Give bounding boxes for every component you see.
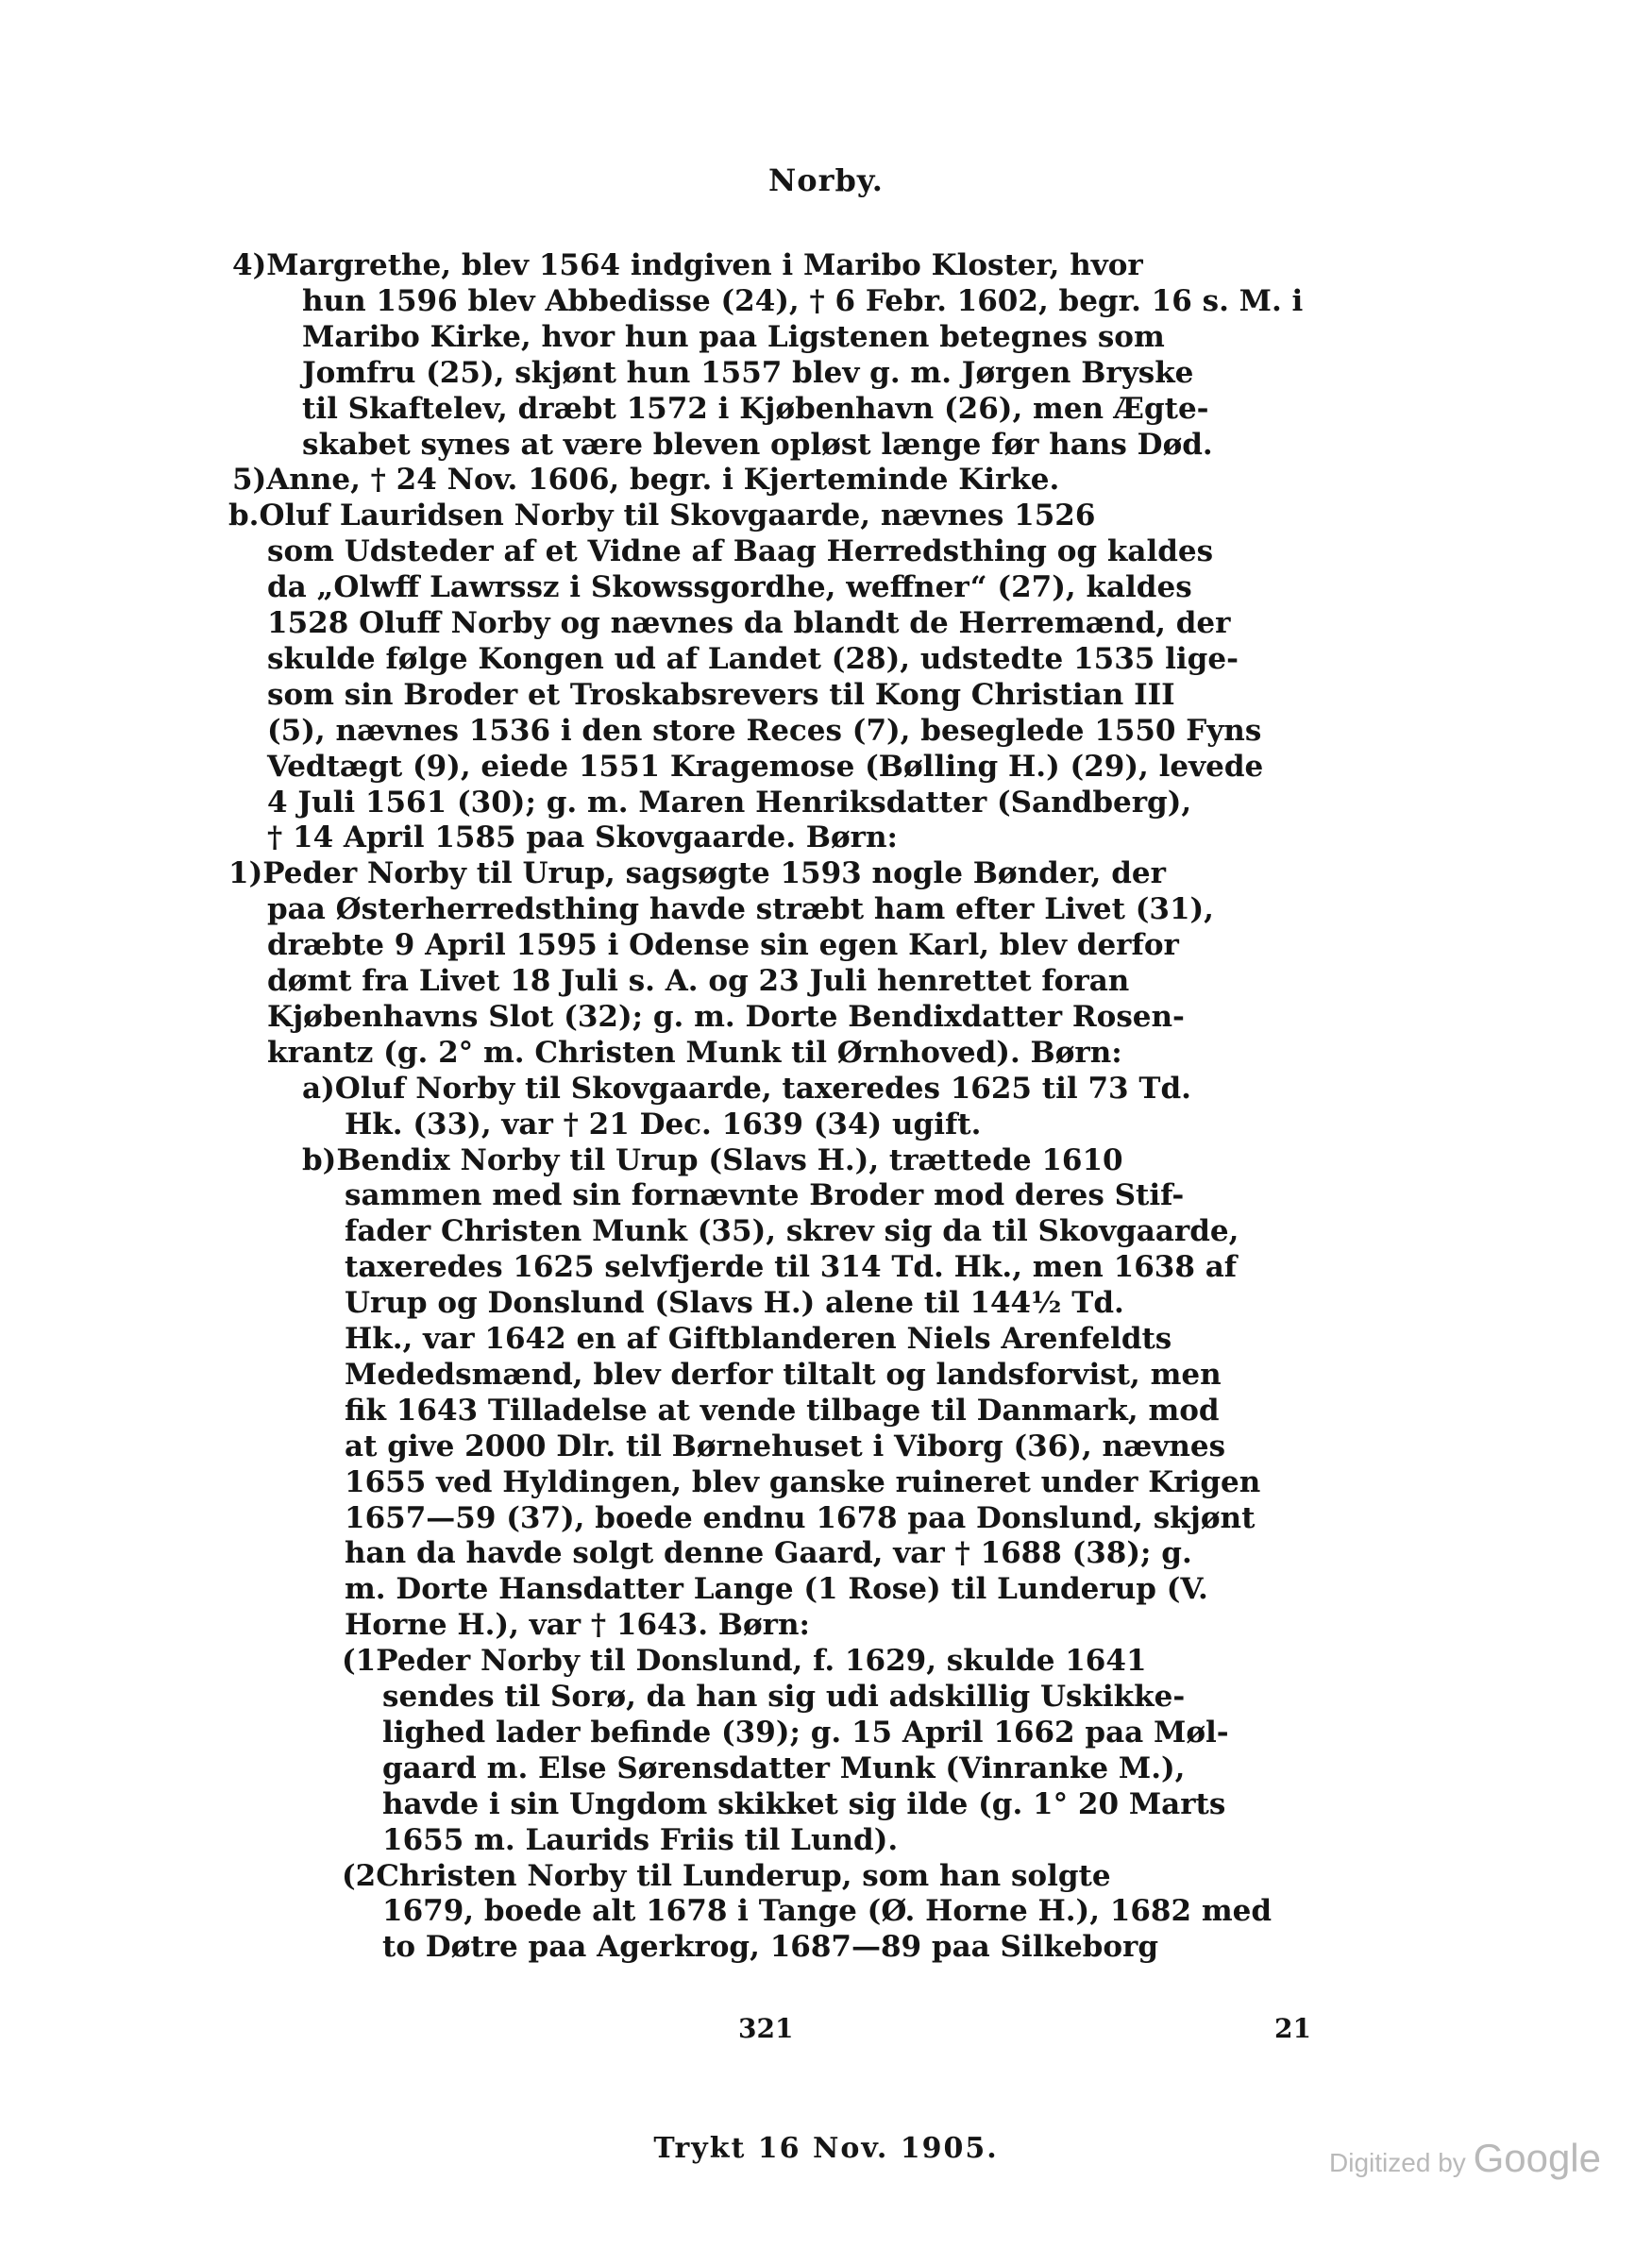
text-line: a)Oluf Norby til Skovgaarde, taxeredes 1625 til 73 Td. <box>302 1072 1191 1106</box>
text-line: Horne H.), var † 1643. Børn: <box>345 1608 810 1642</box>
text-line: han da havde solgt denne Gaard, var † 1688 (38); g. <box>345 1536 1192 1570</box>
text-line: fader Christen Munk (35), skrev sig da til Skovgaarde, <box>345 1214 1239 1248</box>
digitized-by-google-watermark <box>1329 2136 1601 2181</box>
text-line: 1679, boede alt 1678 i Tange (Ø. Horne H.), 1682 med <box>382 1894 1273 1928</box>
text-line: dømt fra Livet 18 Juli s. A. og 23 Juli henrettet foran <box>267 964 1130 998</box>
text-line: (1Peder Norby til Donslund, f. 1629, skulde 1641 <box>342 1644 1147 1678</box>
text-line: skabet synes at være bleven opløst længe før hans Død. <box>302 428 1213 462</box>
text-line: Hk. (33), var † 21 Dec. 1639 (34) ugift. <box>345 1108 982 1141</box>
text-line: sendes til Sorø, da han sig udi adskillig Uskikke- <box>382 1680 1186 1714</box>
text-line: Mededsmænd, blev derfor tiltalt og landsforvist, men <box>345 1358 1222 1392</box>
text-line: b.Oluf Lauridsen Norby til Skovgaarde, nævnes 1526 <box>228 499 1096 533</box>
text-line: krantz (g. 2° m. Christen Munk til Ørnhoved). Børn: <box>267 1036 1122 1070</box>
text-line: skulde følge Kongen ud af Landet (28), udstedte 1535 lige- <box>267 642 1239 676</box>
text-line: gaard m. Else Sørensdatter Munk (Vinranke M.), <box>382 1751 1186 1785</box>
text-line: at give 2000 Dlr. til Børnehuset i Viborg (36), nævnes <box>345 1429 1226 1463</box>
text-line: 1655 m. Laurids Friis til Lund). <box>382 1823 899 1857</box>
text-line: m. Dorte Hansdatter Lange (1 Rose) til Lunderup (V. <box>345 1572 1208 1606</box>
text-line: havde i sin Ungdom skikket sig ilde (g. 1° 20 Marts <box>382 1787 1226 1821</box>
text-line: fik 1643 Tilladelse at vende tilbage til Danmark, mod <box>345 1394 1220 1428</box>
page-number: 321 <box>738 2013 794 2044</box>
running-head: Norby. <box>768 162 884 198</box>
watermark-text: Digitized by <box>1329 2148 1466 2177</box>
text-line: dræbte 9 April 1595 i Odense sin egen Karl, blev derfor <box>267 928 1179 962</box>
text-line: 1655 ved Hyldingen, blev ganske ruineret under Krigen <box>345 1465 1261 1499</box>
text-line: paa Østerherredsthing havde stræbt ham efter Livet (31), <box>267 892 1214 926</box>
text-line: lighed lader befinde (39); g. 15 April 1662 paa Møl- <box>382 1716 1229 1750</box>
text-line: 5)Anne, † 24 Nov. 1606, begr. i Kjerteminde Kirke. <box>232 463 1060 497</box>
text-line: som sin Broder et Troskabsrevers til Kong Christian III <box>267 678 1175 712</box>
text-line: 1528 Oluff Norby og nævnes da blandt de Herremænd, der <box>267 606 1231 640</box>
text-line: 1)Peder Norby til Urup, sagsøgte 1593 nogle Bønder, der <box>228 856 1166 890</box>
text-line: (5), nævnes 1536 i den store Reces (7), beseglede 1550 Fyns <box>267 714 1262 748</box>
text-line: taxeredes 1625 selvfjerde til 314 Td. Hk., men 1638 af <box>345 1250 1238 1284</box>
text-line: to Døtre paa Agerkrog, 1687—89 paa Silkeborg <box>382 1930 1159 1964</box>
print-date: Trykt 16 Nov. 1905. <box>653 2132 999 2165</box>
text-line: b)Bendix Norby til Urup (Slavs H.), trættede 1610 <box>302 1143 1123 1177</box>
text-line: hun 1596 blev Abbedisse (24), † 6 Febr. 1602, begr. 16 s. M. i <box>302 284 1304 318</box>
text-line: Maribo Kirke, hvor hun paa Ligstenen betegnes som <box>302 320 1165 354</box>
text-line: Urup og Donslund (Slavs H.) alene til 144½ Td. <box>345 1286 1124 1320</box>
text-line: 4 Juli 1561 (30); g. m. Maren Henriksdatter (Sandberg), <box>267 786 1192 820</box>
text-line: 1657—59 (37), boede endnu 1678 paa Donslund, skjønt <box>345 1501 1256 1535</box>
text-line: Vedtægt (9), eiede 1551 Kragemose (Bølling H.) (29), levede <box>267 750 1264 784</box>
text-line: da „Olwff Lawrssz i Skowssgordhe, weffner“ (27), kaldes <box>267 570 1192 604</box>
text-line: Jomfru (25), skjønt hun 1557 blev g. m. Jørgen Bryske <box>302 356 1194 390</box>
text-line: Kjøbenhavns Slot (32); g. m. Dorte Bendixdatter Rosen- <box>267 1000 1185 1034</box>
signature-mark: 21 <box>1274 2013 1311 2044</box>
text-line: (2Christen Norby til Lunderup, som han solgte <box>342 1859 1111 1893</box>
text-line: 4)Margrethe, blev 1564 indgiven i Maribo Kloster, hvor <box>232 248 1143 282</box>
text-line: til Skaftelev, dræbt 1572 i Kjøbenhavn (26), men Ægte- <box>302 392 1209 426</box>
text-line: Hk., var 1642 en af Giftblanderen Niels Arenfeldts <box>345 1322 1172 1356</box>
text-line: † 14 April 1585 paa Skovgaarde. Børn: <box>267 820 898 854</box>
google-wordmark: Google <box>1473 2136 1601 2180</box>
text-line: sammen med sin fornævnte Broder mod deres Stif- <box>345 1178 1185 1212</box>
text-line: som Udsteder af et Vidne af Baag Herredsthing og kaldes <box>267 534 1214 568</box>
